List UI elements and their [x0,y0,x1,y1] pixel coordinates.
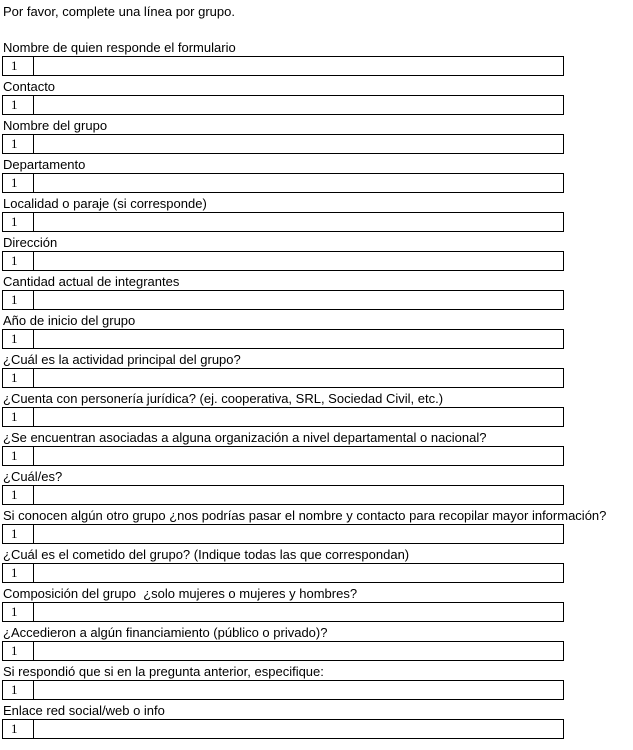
answer-row [2,641,564,661]
answer-row [2,446,564,466]
question-block [2,586,633,622]
question-block [2,391,633,427]
answer-row [2,95,564,115]
answer-input-cell[interactable] [34,252,563,270]
question-label: ¿Cuál es la actividad principal del grupo? [3,352,241,367]
answer-row [2,56,564,76]
question-block [2,625,633,661]
row-number-cell: 1 [3,135,34,153]
answer-input-cell[interactable] [34,681,563,699]
answer-input-cell[interactable] [34,57,563,75]
question-block [2,664,633,700]
question-label: ¿Cuál es el cometido del grupo? (Indique todas las que correspondan) [3,547,410,562]
answer-input-cell[interactable] [34,330,563,348]
answer-input-cell[interactable] [34,525,563,543]
question-label: Nombre del grupo [3,118,108,133]
answer-input-cell[interactable] [34,720,563,738]
question-label: Dirección [3,235,58,250]
row-number-cell: 1 [3,486,34,504]
question-label: Año de inicio del grupo [3,313,136,328]
question-block [2,274,633,310]
answer-row [2,290,564,310]
question-label: ¿Cuenta con personería jurídica? (ej. cooperativa, SRL, Sociedad Civil, etc.) [3,391,444,406]
row-number-cell: 1 [3,291,34,309]
row-number-cell: 1 [3,525,34,543]
answer-row [2,368,564,388]
row-number-cell: 1 [3,720,34,738]
question-label: ¿Cuál/es? [3,469,63,484]
answer-input-cell[interactable] [34,642,563,660]
question-label: Composición del grupo ¿solo mujeres o mujeres y hombres? [3,586,358,601]
answer-input-cell[interactable] [34,486,563,504]
question-label: Localidad o paraje (si corresponde) [3,196,207,211]
row-number-cell: 1 [3,96,34,114]
answer-row [2,251,564,271]
answer-input-cell[interactable] [34,564,563,582]
question-block [2,313,633,349]
answer-row [2,407,564,427]
question-label: Si respondió que si en la pregunta anterior, especifique: [3,664,324,679]
answer-row [2,719,564,739]
row-number-cell: 1 [3,369,34,387]
answer-input-cell[interactable] [34,174,563,192]
answer-input-cell[interactable] [34,291,563,309]
question-block [2,703,633,739]
question-label: Departamento [3,157,86,172]
question-block [2,430,633,466]
question-label: Contacto [3,79,56,94]
answer-input-cell[interactable] [34,447,563,465]
answer-row [2,680,564,700]
answer-input-cell[interactable] [34,213,563,231]
row-number-cell: 1 [3,603,34,621]
question-block [2,547,633,583]
question-block [2,118,633,154]
row-number-cell: 1 [3,408,34,426]
answer-input-cell[interactable] [34,603,563,621]
form-body [2,40,633,739]
answer-row [2,173,564,193]
row-number-cell: 1 [3,252,34,270]
question-label: ¿Se encuentran asociadas a alguna organización a nivel departamental o nacional? [3,430,487,445]
row-number-cell: 1 [3,174,34,192]
question-label: Nombre de quien responde el formulario [3,40,236,55]
question-label: ¿Accedieron a algún financiamiento (público o privado)? [3,625,328,640]
question-block [2,235,633,271]
row-number-cell: 1 [3,330,34,348]
question-label: Enlace red social/web o info [3,703,165,718]
answer-row [2,134,564,154]
answer-input-cell[interactable] [34,369,563,387]
question-block [2,196,633,232]
row-number-cell: 1 [3,642,34,660]
answer-input-cell[interactable] [34,96,563,114]
answer-row [2,563,564,583]
answer-row [2,524,564,544]
answer-row [2,602,564,622]
row-number-cell: 1 [3,213,34,231]
answer-row [2,329,564,349]
answer-input-cell[interactable] [34,408,563,426]
answer-row [2,485,564,505]
question-label: Cantidad actual de integrantes [3,274,180,289]
row-number-cell: 1 [3,447,34,465]
question-block [2,157,633,193]
row-number-cell: 1 [3,564,34,582]
row-number-cell: 1 [3,681,34,699]
question-block [2,352,633,388]
answer-input-cell[interactable] [34,135,563,153]
question-block [2,40,633,76]
question-label: Si conocen algún otro grupo ¿nos podrías pasar el nombre y contacto para recopilar mayor información? [3,508,607,523]
form-instruction: Por favor, complete una línea por grupo. [3,4,235,19]
question-block [2,469,633,505]
question-block [2,508,633,544]
answer-row [2,212,564,232]
row-number-cell: 1 [3,57,34,75]
question-block [2,79,633,115]
